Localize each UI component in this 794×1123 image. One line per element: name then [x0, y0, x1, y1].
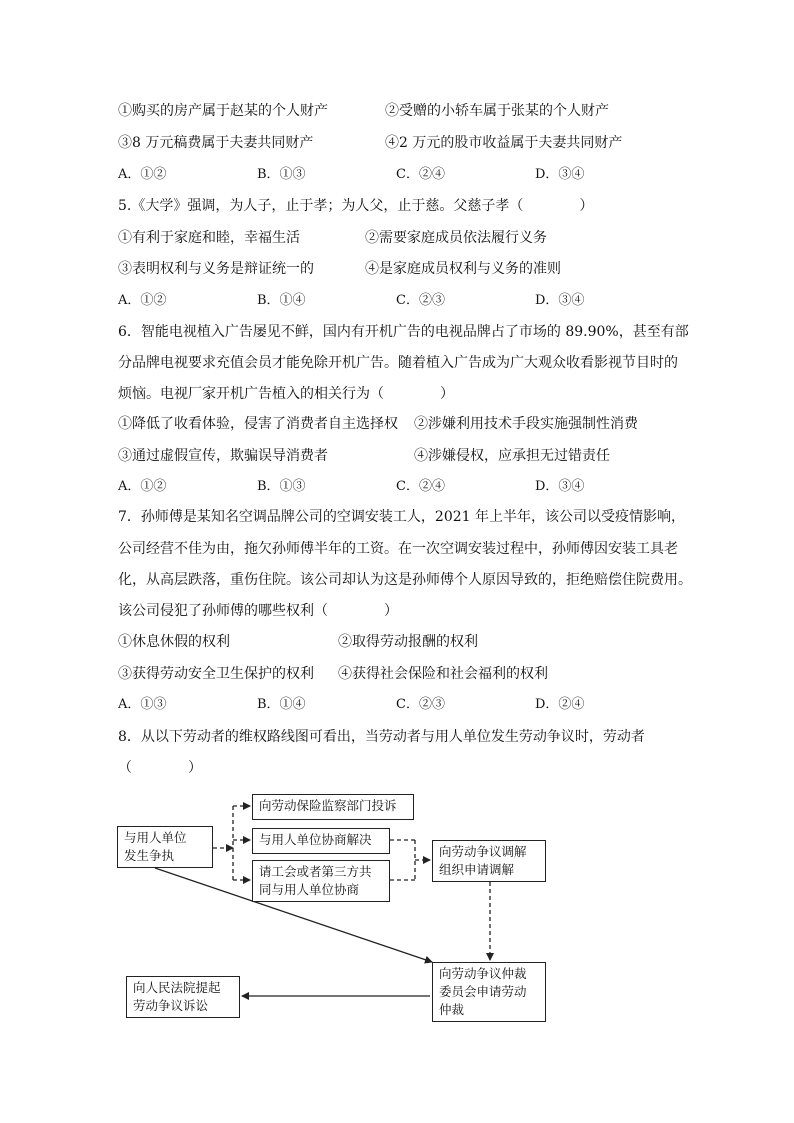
q6-choice-d: D．③④: [535, 479, 585, 494]
q5-option-3: ③表明权利与义务是辩证统一的: [118, 261, 314, 277]
box-complain-text: 向劳动保险监察部门投诉: [259, 798, 397, 813]
q5-choice-a: A．①②: [118, 293, 167, 308]
box-third-party-line-1: 请工会或者第三方共: [259, 864, 372, 879]
q4-choice-a: A．①②: [118, 167, 167, 182]
q8-stem-line-1: 8．从以下劳动者的维权路线图可看出，当劳动者与用人单位发生劳动争议时，劳动者: [118, 729, 645, 745]
q5-choice-b: B．①④: [257, 293, 306, 308]
box-arbitration-line-1: 向劳动争议仲裁: [439, 966, 527, 981]
box-arbitration: [432, 962, 546, 1022]
q7-option-4: ④获得社会保险和社会福利的权利: [338, 666, 548, 682]
box-arbitration-line-2: 委员会申请劳动: [439, 984, 527, 999]
box-third-party: [252, 860, 390, 902]
box-negotiate: [252, 828, 390, 854]
q6-choice-c: C．②④: [396, 479, 445, 494]
box-court-line-1: 向人民法院提起: [133, 980, 221, 995]
q4-option-2: ②受赠的小轿车属于张某的个人财产: [385, 103, 609, 119]
q6-choice-b: B．①③: [257, 479, 306, 494]
q7-option-1: ①休息休假的权利: [118, 634, 230, 650]
q7-choice-b: B．①④: [257, 697, 306, 712]
q5-stem: 5.《大学》强调，为人子，止于孝；为人父，止于慈。父慈子孝（ ）: [118, 198, 594, 214]
q4-option-4: ④2 万元的股市收益属于夫妻共同财产: [385, 135, 623, 151]
box-mediation: [432, 840, 546, 882]
box-dispute: [117, 826, 213, 868]
box-third-party-line-2: 同与用人单位协商: [259, 882, 360, 897]
box-mediation-line-1: 向劳动争议调解: [439, 844, 527, 859]
q6-stem-line-1: 6．智能电视植入广告屡见不鲜，国内有开机广告的电视品牌占了市场的 89.90%，甚至有部: [118, 324, 689, 340]
q6-option-3: ③通过虚假宣传，欺骗误导消费者: [118, 448, 328, 464]
box-negotiate-text: 与用人单位协商解决: [259, 832, 372, 847]
q6-option-2: ②涉嫌利用技术手段实施强制性消费: [414, 416, 638, 432]
q6-option-1: ①降低了收看体验，侵害了消费者自主选择权: [118, 416, 398, 432]
box-dispute-line-1: 与用人单位: [124, 830, 187, 845]
q7-choice-c: C．②③: [396, 697, 445, 712]
box-dispute-line-2: 发生争执: [124, 848, 175, 863]
q6-stem-line-3: 烦恼。电视厂家开机广告植入的相关行为（ ）: [118, 386, 454, 402]
box-arbitration-line-3: 仲裁: [439, 1002, 465, 1017]
q6-choice-a: A．①②: [118, 479, 167, 494]
q5-option-1: ①有利于家庭和睦，幸福生活: [118, 230, 300, 246]
q7-stem-line-3: 化，从高层跌落，重伤住院。该公司却认为这是孙师傅个人原因导致的，拒绝赔偿住院费用。: [118, 572, 692, 588]
box-complain: [252, 794, 414, 820]
q7-stem-line-4: 该公司侵犯了孙师傅的哪些权利（ ）: [118, 603, 398, 619]
box-mediation-line-2: 组织申请调解: [439, 862, 515, 877]
q4-choice-c: C．②④: [396, 167, 445, 182]
q5-choice-d: D．③④: [535, 293, 585, 308]
box-court: [126, 976, 240, 1018]
q4-option-1: ①购买的房产属于赵某的个人财产: [118, 103, 328, 119]
q5-choice-c: C．②③: [396, 293, 445, 308]
box-court-line-2: 劳动争议诉讼: [133, 998, 209, 1013]
q6-option-4: ④涉嫌侵权，应承担无过错责任: [414, 448, 610, 464]
q7-stem-line-1: 7．孙师傅是某知名空调品牌公司的空调安装工人，2021 年上半年，该公司以受疫情影响，: [118, 509, 685, 525]
q4-option-3: ③8 万元稿费属于夫妻共同财产: [118, 135, 314, 151]
q8-stem-line-2: （ ）: [118, 760, 202, 776]
q6-stem-line-2: 分品牌电视要求充值会员才能免除开机广告。随着植入广告成为广大观众收看影视节目时的: [118, 355, 678, 371]
q4-choice-b: B．①③: [257, 167, 306, 182]
q7-stem-line-2: 公司经营不佳为由，拖欠孙师傅半年的工资。在一次空调安装过程中，孙师傅因安装工具老: [118, 541, 678, 557]
q4-choice-d: D．③④: [535, 167, 585, 182]
q7-option-3: ③获得劳动安全卫生保护的权利: [118, 666, 314, 682]
q7-choice-a: A．①③: [118, 697, 167, 712]
q5-option-2: ②需要家庭成员依法履行义务: [365, 230, 547, 246]
q7-option-2: ②取得劳动报酬的权利: [338, 634, 478, 650]
q5-option-4: ④是家庭成员权利与义务的准则: [365, 261, 561, 277]
q7-choice-d: D．②④: [535, 697, 585, 712]
